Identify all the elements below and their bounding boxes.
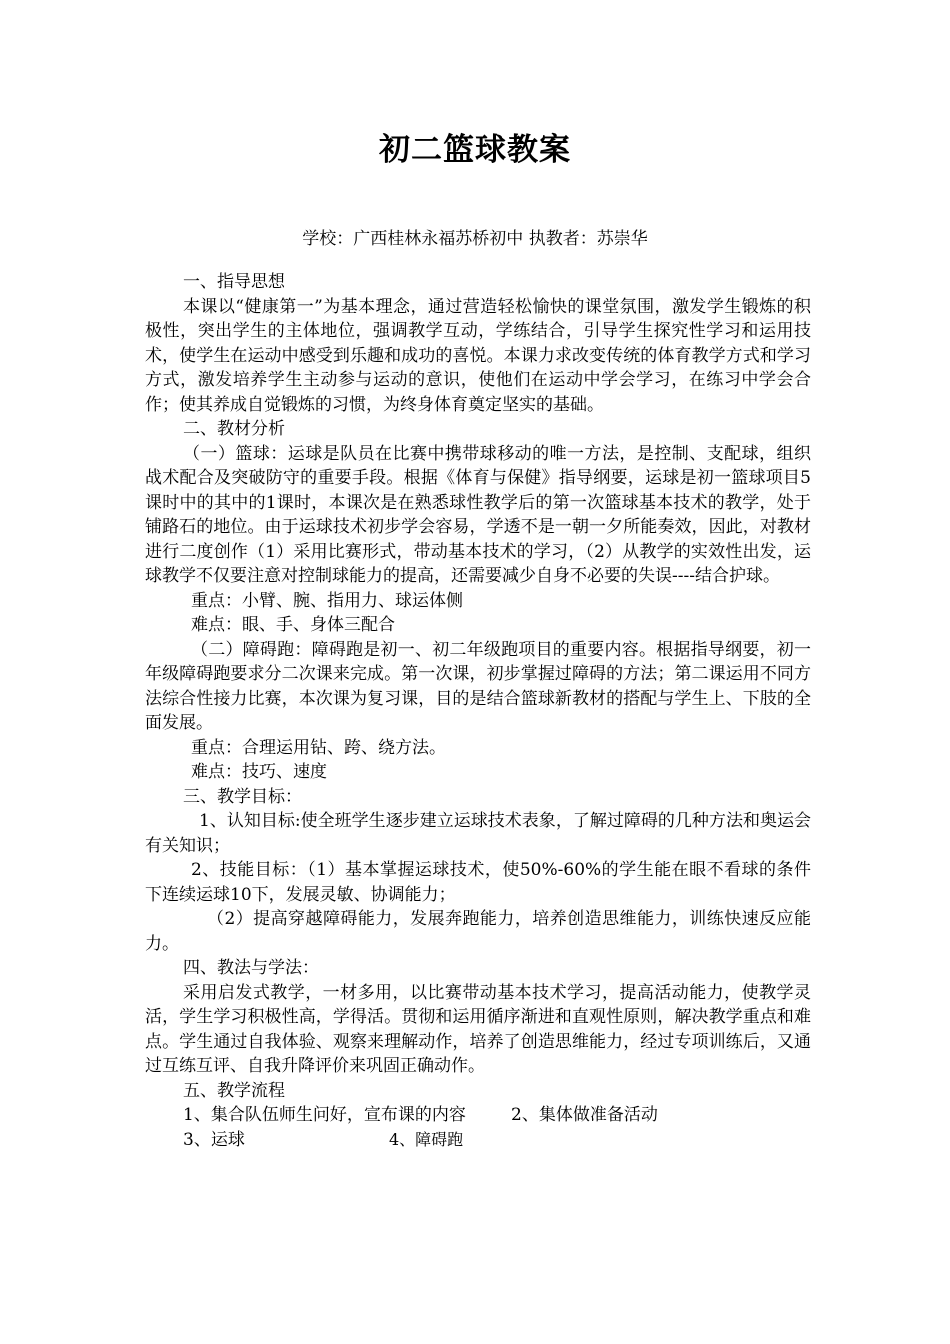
flow-step-4: 4、障碍跑 — [389, 1129, 464, 1149]
section-5-flow-row-1 — [145, 1103, 811, 1128]
section-2-paragraph-obstacle: （二）障碍跑：障碍跑是初一、初二年级跑项目的重要内容。根据指导纲要，初一年级障碍跑要求分二次课来完成。第一次课，初步掌握过障碍的方法；第二课运用不同方法综合性接力比赛，本次课为复习课，目的是结合篮球新教材的搭配与学生上、下肢的全面发展。 — [145, 639, 811, 733]
section-2-heading: 二、教材分析 — [183, 419, 285, 439]
section-4-heading: 四、教法与学法： — [183, 958, 319, 978]
document-body — [145, 270, 811, 1152]
section-2-key-point-1: 重点：小臂、腕、指用力、球运体侧 — [191, 590, 463, 611]
section-5-heading: 五、教学流程 — [183, 1080, 285, 1101]
section-3-heading: 三、教学目标： — [183, 786, 302, 807]
document-subtitle: 学校：广西桂林永福苏桥初中 执教者：苏崇华 — [302, 229, 648, 249]
section-1-heading: 一、指导思想 — [183, 272, 285, 292]
section-2-difficulty-1: 难点：眼、手、身体三配合 — [191, 615, 395, 635]
section-2-key-point-2: 重点：合理运用钻、跨、绕方法。 — [191, 737, 446, 758]
document-title: 初二篮球教案 — [379, 132, 571, 168]
section-1-paragraph: 本课以“健康第一”为基本理念，通过营造轻松愉快的课堂氛围，激发学生锻炼的积极性，突出学生的主体地位，强调教学互动，学练结合，引导学生探究性学习和运用技术，使学生在运动中感受到乐趣和成功的喜悦。本课力求改变传统的体育教学方式和学习方式，激发培养学生主动参与运动的意识，使他们在运动中学会学习，在练习中学会合作；使其养成自觉锻炼的习惯，为终身体育奠定坚实的基础。 — [145, 296, 811, 415]
section-3-goal-cognitive: 1、认知目标:使全班学生逐步建立运球技术表象，了解过障碍的几种方法和奥运会有关知识； — [145, 811, 811, 856]
flow-step-2: 2、集体做准备活动 — [511, 1105, 658, 1125]
section-3-goal-skill-2: （2）提高穿越障碍能力，发展奔跑能力，培养创造思维能力，训练快速反应能力。 — [145, 909, 811, 954]
section-3-goal-skill-1: 2、技能目标：（1）基本掌握运球技术，使50%-60%的学生能在眼不看球的条件下连续运球10下，发展灵敏、协调能力； — [145, 860, 811, 905]
section-2-difficulty-2: 难点：技巧、速度 — [191, 762, 327, 782]
section-4-paragraph: 采用启发式教学，一材多用，以比赛带动基本技术学习，提高活动能力，使教学灵活，学生学习积极性高，学得活。贯彻和运用循序渐进和直观性原则，解决教学重点和难点。学生通过自我体验、观察来理解动作，培养了创造思维能力，经过专项训练后，又通过互练互评、自我升降评价来巩固正确动作。 — [145, 982, 811, 1076]
flow-step-3: 3、运球 — [183, 1129, 245, 1150]
section-2-paragraph-basketball: （一）篮球：运球是队员在比赛中携带球移动的唯一方法，是控制、支配球，组织战术配合及突破防守的重要手段。根据《体育与保健》指导纲要，运球是初一篮球项目5课时中的其中的1课时，本课次是在熟悉球性教学后的第一次篮球基本技术的教学，处于铺路石的地位。由于运球技术初步学会容易，学透不是一朝一夕所能奏效，因此，对教材进行二度创作（1）采用比赛形式，带动基本技术的学习，（2）从教学的实效性出发，运球教学不仅要注意对控制球能力的提高，还需要减少自身不必要的失误----结合护球。 — [145, 443, 811, 586]
flow-step-1: 1、集合队伍师生问好，宣布课的内容 — [183, 1105, 466, 1125]
section-5-flow-row-2 — [145, 1128, 811, 1153]
